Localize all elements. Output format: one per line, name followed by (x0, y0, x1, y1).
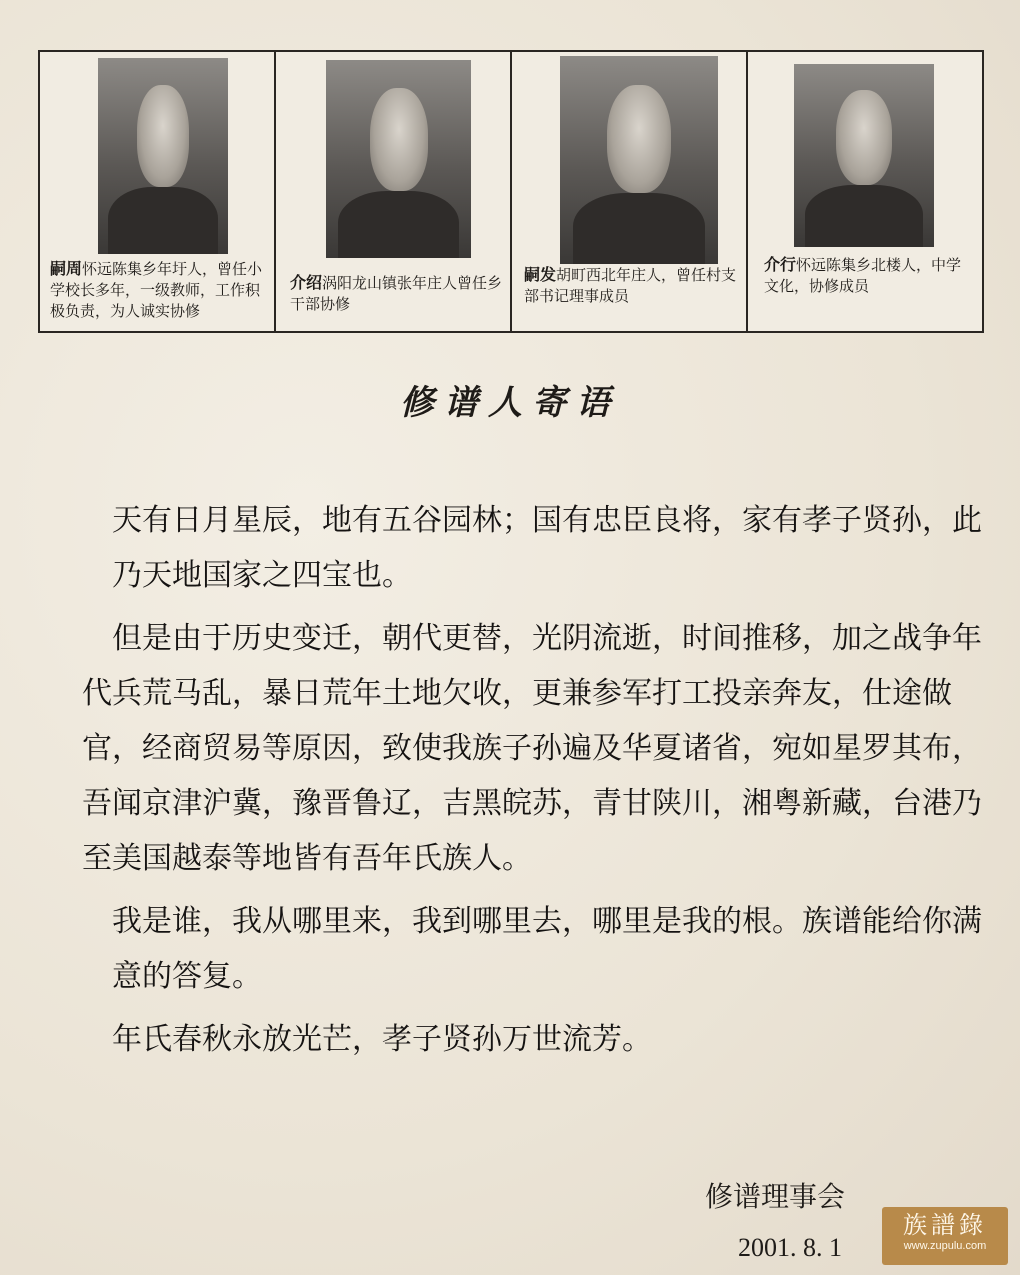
photo-cell-3 (512, 52, 748, 331)
caption-name-tag: 嗣发 (524, 265, 557, 284)
photo-caption (290, 272, 508, 315)
caption-name-tag: 嗣周 (50, 259, 83, 278)
photo-cell-1 (40, 52, 276, 331)
photo-caption (50, 258, 265, 322)
caption-text: 胡町西北年庄人，曾任村支部书记理事成员 (524, 266, 737, 305)
photo-strip (38, 50, 984, 333)
photo-caption (764, 254, 972, 297)
portrait-photo (98, 58, 228, 254)
photo-cell-4 (748, 52, 982, 331)
watermark-url: www.zupulu.com (903, 1240, 987, 1252)
paragraph: 我是谁，我从哪里来，我到哪里去，哪里是我的根。族谱能给你满意的答复。 (112, 904, 982, 994)
watermark-logo-text: 族譜錄 (903, 1211, 987, 1239)
site-watermark (882, 1207, 1008, 1265)
photo-caption (524, 264, 746, 307)
paragraph: 年氏春秋永放光芒，孝子贤孙万世流芳。 (112, 1022, 652, 1057)
date-line: 2001. 8. 1 (738, 1233, 842, 1262)
caption-name-tag: 介行 (764, 255, 797, 274)
paragraph: 但是由于历史变迁，朝代更替，光阴流逝，时间推移，加之战争年代兵荒马乱，暴日荒年土地欠收，更兼参军打工投亲奔友，仕途做官，经商贸易等原因，致使我族子孙遍及华夏诸省，宛如星罗其布，吾闻京津沪冀，豫晋鲁辽，吉黑皖苏，青甘陕川，湘粤新藏，台港乃至美国越泰等地皆有吾年氏族人。 (82, 621, 982, 876)
page-title: 修谱人寄语 (400, 383, 620, 423)
caption-text: 怀远陈集乡年圩人，曾任小学校长多年，一级教师，工作积极负责，为人诚实协修 (50, 260, 263, 320)
caption-text: 怀远陈集乡北楼人，中学文化，协修成员 (764, 256, 962, 295)
message-body (82, 493, 992, 1067)
portrait-photo (560, 56, 718, 264)
paragraph: 天有日月星辰，地有五谷园林；国有忠臣良将，家有孝子贤孙，此乃天地国家之四宝也。 (112, 503, 982, 593)
signature: 修谱理事会 (705, 1180, 846, 1213)
portrait-photo (326, 60, 471, 258)
photo-cell-2 (276, 52, 512, 331)
portrait-photo (794, 64, 934, 247)
caption-text: 涡阳龙山镇张年庄人曾任乡干部协修 (290, 274, 503, 313)
caption-name-tag: 介绍 (290, 273, 323, 292)
